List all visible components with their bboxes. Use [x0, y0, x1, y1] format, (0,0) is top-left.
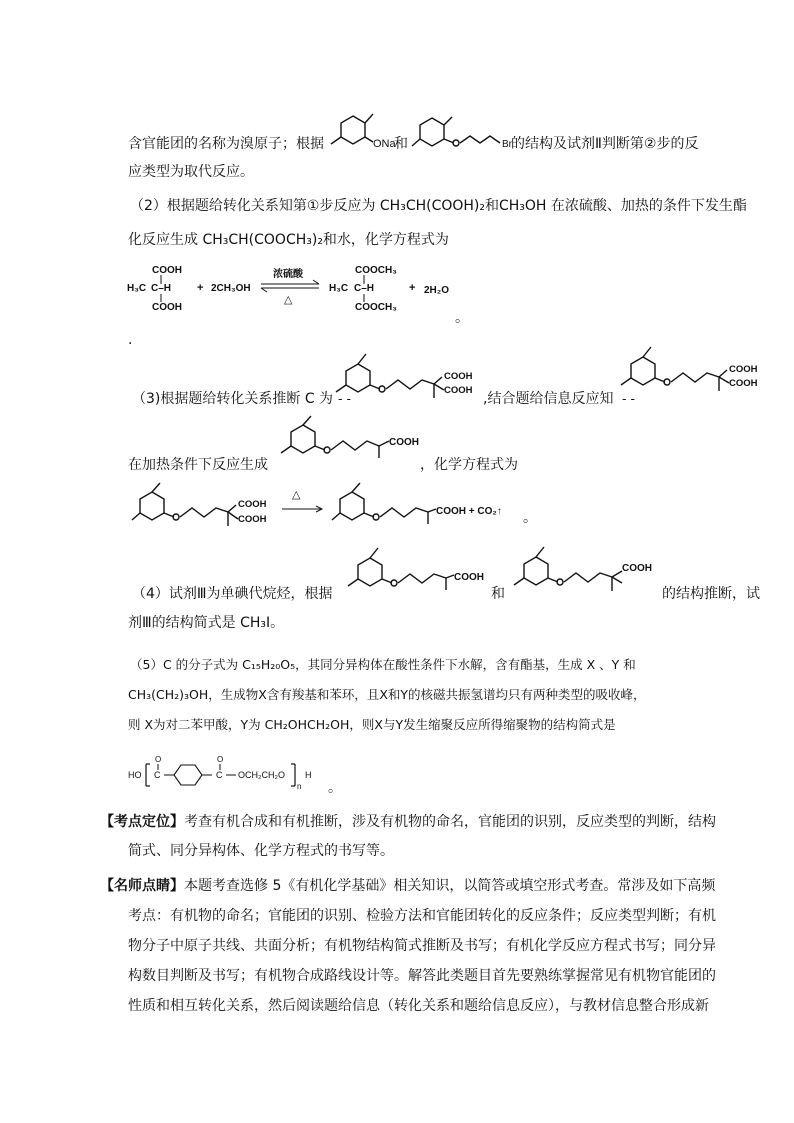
svg-text:△: △ [292, 489, 301, 501]
p3-end: 。 [523, 510, 537, 526]
ms-label: 【名师点睛】 [100, 878, 184, 894]
bromopropoxy-toluene-structure [410, 106, 520, 156]
svg-text:COOH: COOH [444, 371, 473, 382]
polyester-structure [128, 748, 348, 796]
svg-text:C–H: C–H [354, 283, 375, 294]
svg-text:COOH: COOH [729, 364, 758, 375]
compound-c-structure-2 [615, 343, 775, 403]
decarboxylation-equation [128, 478, 528, 538]
ms-line3: 物分子中原子共线、共面分析；有机物结构简式推断及书写；有机化学反应方程式书写；同分异 [128, 938, 716, 954]
kd-section [100, 812, 716, 832]
svg-text:H₃C: H₃C [127, 283, 147, 294]
ms-line2: 考点：有机物的命名；官能团的识别、检验方法和官能团转化的反应条件；反应类型判断；有机 [128, 908, 716, 924]
compound-c-structure [330, 350, 480, 410]
p2-dot: . [128, 332, 133, 348]
svg-text:COOH: COOH [622, 563, 652, 574]
svg-text:H₃C: H₃C [329, 283, 349, 294]
p5-line1: （5）C 的分子式为 C₁₅H₂₀O₅，其同分异构体在酸性条件下水解，含有酯基，生成 X 、Y 和 [130, 657, 636, 672]
p5-end: 。 [328, 780, 342, 796]
p3-text-c: 在加热条件下反应生成 [128, 457, 268, 473]
svg-text:COOH: COOH [238, 514, 267, 525]
p1-text-a: 含官能团的名称为溴原子；根据 [128, 136, 324, 152]
methylated-acid-structure-1 [342, 544, 502, 604]
kd-line2: 简式、同分异构体、化学方程式的书写等。 [128, 843, 394, 859]
kd-label: 【考点定位】 [100, 814, 184, 830]
svg-text:C–H: C–H [151, 283, 172, 294]
svg-text:COOH: COOH [152, 265, 182, 276]
p2-eq-end: 。 [455, 310, 469, 326]
svg-text:O: O [217, 755, 224, 764]
ms-line1: 本题考查选修 5《有机化学基础》相关知识，以简答或填空形式考查。常涉及如下高频 [184, 878, 716, 894]
svg-text:+: + [197, 282, 204, 294]
p4-text-a: （4）试剂Ⅲ为单碘代烷烃，根据 [132, 586, 333, 602]
p2-line1: （2）根据题给转化关系知第①步反应为 CH₃CH(COOH)₂和CH₃OH 在浓硫酸、加热的条件下发生酯 [130, 198, 747, 214]
svg-text:COOH: COOH [238, 499, 267, 510]
svg-text:ONa: ONa [373, 138, 396, 150]
svg-text:C: C [216, 770, 223, 780]
svg-text:Br: Br [502, 139, 512, 150]
p4-text-b: 和 [491, 586, 505, 602]
p2-line2: 化反应生成 CH₃CH(COOCH₃)₂和水，化学方程式为 [128, 232, 449, 248]
svg-text:+: + [409, 282, 416, 294]
p4-text-d: 剂Ⅲ的结构简式是 CH₃I。 [128, 615, 285, 631]
p4-text-c: 的结构推断，试 [662, 586, 760, 602]
svg-text:COOH + CO₂↑: COOH + CO₂↑ [436, 506, 502, 517]
ms-section [100, 876, 715, 896]
svg-text:HO: HO [128, 770, 142, 780]
svg-text:COOH: COOH [444, 385, 473, 396]
p3-dash-1: - - [338, 391, 351, 406]
ms-line4: 构数目判断及书写；有机物合成路线设计等。解答此类题目首先要熟练掌握常见有机物官能团的 [128, 968, 716, 984]
p3-text-b: ,结合题给信息反应知 [483, 391, 614, 407]
svg-text:H: H [305, 770, 312, 780]
svg-text:△: △ [284, 294, 293, 306]
svg-text:2CH₃OH: 2CH₃OH [211, 283, 251, 294]
svg-text:2H₂O: 2H₂O [424, 285, 450, 296]
svg-text:COOCH₃: COOCH₃ [355, 265, 397, 276]
phenoxide-structure [325, 102, 400, 157]
svg-text:COOCH₃: COOCH₃ [355, 302, 397, 313]
p3-text-d: ，化学方程式为 [420, 457, 518, 473]
p1-text-d: 应类型为取代反应。 [128, 164, 254, 180]
kd-line1: 考查有机合成和有机推断，涉及有机物的命名，官能团的识别，反应类型的判断，结构 [184, 814, 716, 830]
ms-line5: 性质和相互转化关系，然后阅读题给信息（转化关系和题给信息反应），与教材信息整合形成新 [128, 998, 709, 1014]
p5-line2: CH₃(CH₂)₃OH，生成物X含有羧基和苯环，且X和Y的核磁共振氢谱均只有两种类型的吸收峰， [128, 687, 646, 702]
p3-dash-2: - - [622, 391, 635, 406]
svg-text:OCH₂CH₂O: OCH₂CH₂O [238, 770, 285, 780]
svg-text:C: C [154, 770, 161, 780]
methylated-acid-structure-2 [508, 543, 668, 603]
svg-text:COOH: COOH [152, 302, 182, 313]
p1-text-c: 的结构及试剂Ⅱ判断第②步的反 [511, 136, 699, 152]
svg-text:n: n [297, 782, 302, 791]
p3-text-a: （3)根据题给转化关系推断 C 为 [132, 391, 334, 407]
svg-text:O: O [155, 755, 162, 764]
svg-text:COOH: COOH [729, 378, 758, 389]
esterification-equation [125, 260, 475, 325]
svg-text:COOH: COOH [454, 572, 484, 583]
p1-text-b: 和 [394, 136, 408, 152]
svg-text:浓硫酸: 浓硫酸 [273, 269, 303, 280]
p5-line3: 则 X为对二苯甲酸，Y为 CH₂OHCH₂OH，则X与Y发生缩聚反应所得缩聚物的结构简式是 [128, 717, 616, 732]
monoacid-structure [275, 413, 435, 468]
svg-text:COOH: COOH [389, 437, 419, 448]
